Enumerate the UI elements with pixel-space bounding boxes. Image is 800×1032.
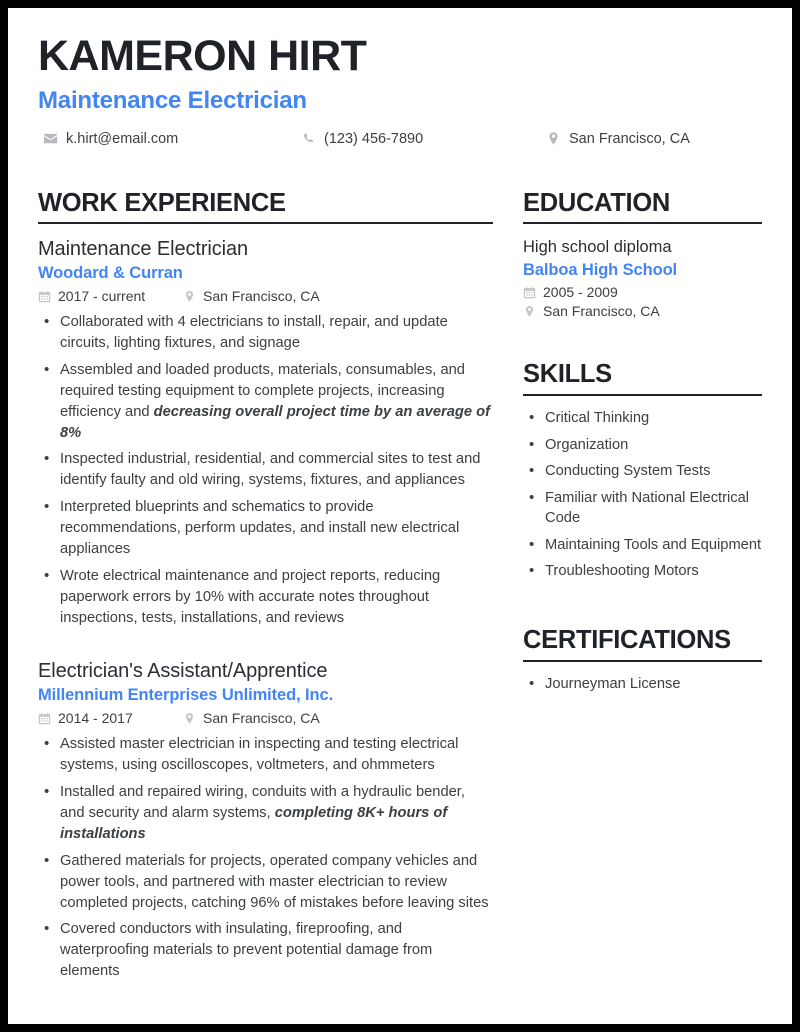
list-item [38,782,493,845]
list-item [38,449,493,491]
location-pin-icon [183,290,196,303]
list-item [38,360,493,444]
experience-meta [38,288,493,304]
calendar-icon [38,290,51,303]
list-item: • Maintaining Tools and Equipment [523,535,762,556]
location-pin-icon [183,712,196,725]
section-divider [523,660,762,662]
column-gap [493,189,523,982]
page-title: KAMERON HIRT [38,32,367,80]
bullet-text: Covered conductors with insulating, fireproofing, and waterproofing materials to prevent potential damage from elements [60,921,433,980]
right-column [523,189,762,982]
resume-page [8,8,792,1024]
spacer [523,322,762,360]
list-item: • Conducting System Tests [523,461,762,482]
bullet-emphasis: decreasing overall project time by an average of 8% [60,403,490,441]
bullet-text: Installed and repaired wiring, conduits with a hydraulic bender, and security and alarm systems, [60,784,465,821]
resume-body [38,189,762,982]
list-item: • Critical Thinking [523,408,762,429]
bullet-text: Interpreted blueprints and schematics to provide recommendations, perform updates, and install new electrical appliances [60,499,460,557]
section-title-certifications: CERTIFICATIONS [523,625,731,654]
education-dates-text: 2005 - 2009 [543,284,618,301]
experience-entry [38,658,493,982]
list-item [38,851,493,914]
experience-location-text: San Francisco, CA [203,288,320,305]
experience-role: Electrician's Assistant/Apprentice [38,660,328,683]
section-certifications [523,626,762,694]
education-location-text: San Francisco, CA [543,303,660,320]
section-divider [523,394,762,396]
education-degree: High school diploma [523,238,672,257]
section-skills [523,360,762,582]
list-item [38,734,493,776]
experience-dates-text: 2014 - 2017 [58,710,133,727]
phone-icon [301,131,316,146]
experience-dates [38,710,183,726]
contact-email-text: k.hirt@email.com [66,130,179,147]
experience-organization: Millennium Enterprises Unlimited, Inc. [38,686,334,705]
experience-dates-text: 2017 - current [58,288,146,305]
calendar-icon [523,286,536,299]
experience-bullets [38,312,493,628]
experience-role: Maintenance Electrician [38,238,249,261]
contact-phone[interactable] [301,131,546,147]
bullet-text: Collaborated with 4 electricians to install, repair, and update circuits, lighting fixtures, and signage [60,314,448,351]
bullet-text: Inspected industrial, residential, and commercial sites to test and identify faulty and old wiring, systems, fixtures, and appliances [60,451,481,489]
resume-header [38,34,762,147]
section-education [523,189,762,320]
envelope-icon [43,131,58,146]
bullet-text: Assisted master electrician in inspecting and testing electrical systems, using oscilloscopes, voltmeters, and ohmmeters [60,736,459,774]
education-location [523,303,762,319]
contact-phone-text: (123) 456-7890 [324,130,424,147]
education-dates [523,284,762,300]
experience-organization: Woodard & Curran [38,264,183,283]
experience-dates [38,288,183,304]
experience-meta [38,710,493,726]
section-divider [38,222,493,224]
section-title-education: EDUCATION [523,188,670,217]
list-item: • Familiar with National Electrical Code [523,488,762,529]
left-column [38,189,493,982]
contact-email[interactable] [43,131,301,147]
spacer [523,588,762,626]
skills-list [523,408,762,582]
location-pin-icon [523,305,536,318]
contact-row [38,131,762,147]
experience-entry [38,236,493,628]
list-item [38,566,493,629]
certifications-list [523,674,762,695]
bullet-text: Wrote electrical maintenance and project reports, reducing paperwork errors by 10% with accurate notes throughout inspections, tests, installations, and reviews [60,567,441,626]
contact-location [546,131,762,147]
list-item: • Journeyman License [523,674,762,695]
section-work-experience [38,189,493,982]
experience-location [183,710,320,726]
bullet-emphasis: completing 8K+ hours of installations [60,805,448,842]
list-item [38,312,493,354]
section-title-skills: SKILLS [523,360,612,389]
list-item [38,919,493,982]
calendar-icon [38,712,51,725]
bullet-text: Gathered materials for projects, operated company vehicles and power tools, and partnered with master electrician to review completed projects, catching 96% of mistakes before leaving sites [60,852,489,911]
experience-bullets [38,734,493,982]
list-item: • Organization [523,435,762,456]
contact-location-text: San Francisco, CA [569,130,690,147]
section-divider [523,222,762,224]
experience-location-text: San Francisco, CA [203,710,320,727]
experience-location [183,288,320,304]
education-school: Balboa High School [523,261,678,280]
list-item [38,497,493,560]
bullet-text: Assembled and loaded products, materials, consumables, and required testing equipment to complete projects, increasing efficiency and [60,361,465,420]
header-job-title: Maintenance Electrician [38,86,307,114]
section-title-work-experience: WORK EXPERIENCE [38,188,286,217]
list-item: • Troubleshooting Motors [523,561,762,582]
location-pin-icon [546,131,561,146]
